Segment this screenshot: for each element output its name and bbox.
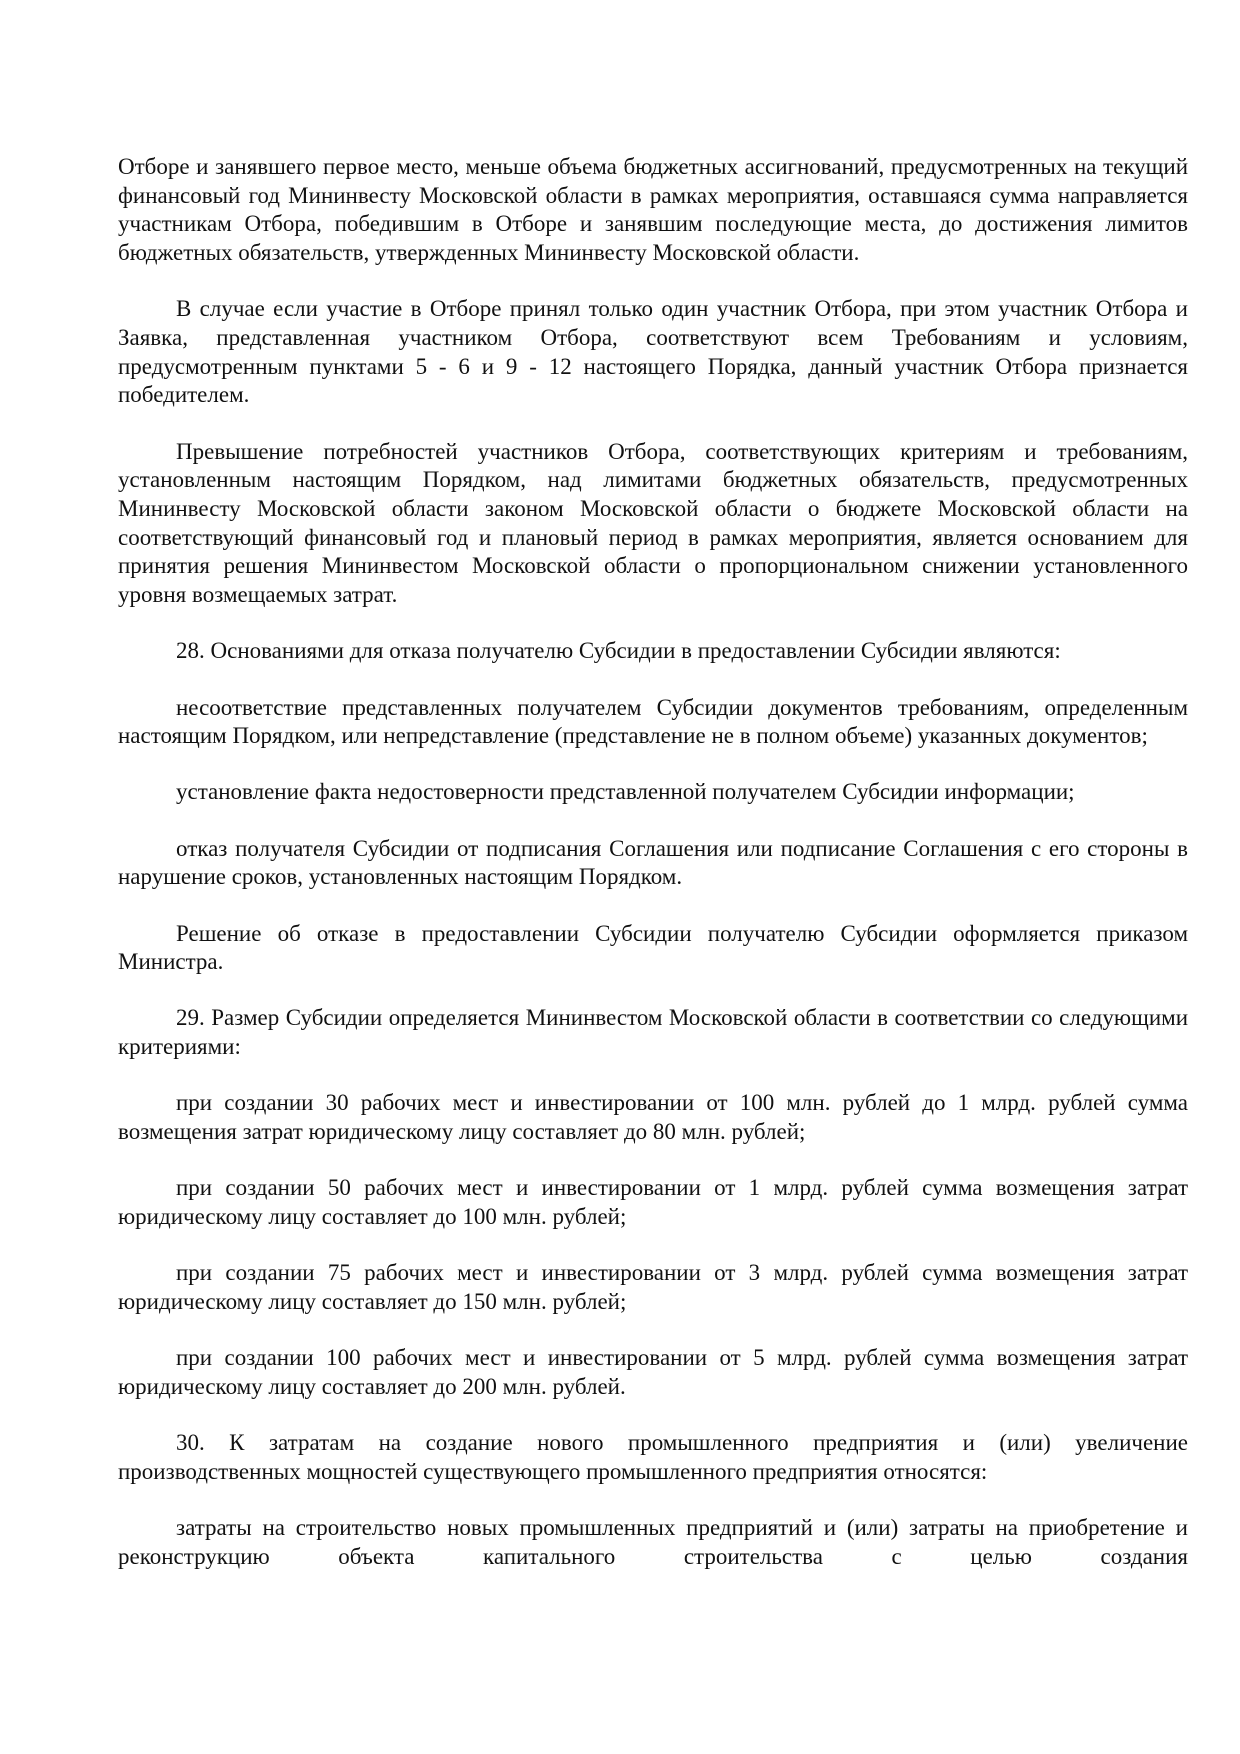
paragraph-29-item-2: при создании 50 рабочих мест и инвестировании от 1 млрд. рублей сумма возмещения затрат юридическому лицу составляет до 100 млн. рублей;: [118, 1175, 1188, 1229]
paragraph-excess-needs: Превышение потребностей участников Отбора, соответствующих критериям и требованиям, установленным настоящим Порядком, над лимитами бюджетных обязательств, предусмотренных Мининвесту Московской области законом Московской области о бюджете Московской области на соответствующий финансовый год и плановый период в рамках мероприятия, является основанием для принятия решения Мининвестом Московской области о пропорциональном снижении установленного уровня возмещаемых затрат.: [118, 438, 1188, 608]
paragraph-30-heading: 30. К затратам на создание нового промышленного предприятия и (или) увеличение производственных мощностей существующего промышленного предприятия относятся:: [118, 1430, 1188, 1484]
document-page: [118, 153, 1188, 1599]
paragraph-30-item-1: затраты на строительство новых промышленных предприятий и (или) затраты на приобретение и реконструкцию объекта капитального строительства с целью создания: [118, 1514, 1188, 1569]
paragraph-28-item-2: установление факта недостоверности представленной получателем Субсидии информации;: [176, 779, 1075, 805]
paragraph-refusal-decision: Решение об отказе в предоставлении Субсидии получателю Субсидии оформляется приказом Министра.: [118, 920, 1188, 975]
paragraph-28-heading: 28. Основаниями для отказа получателю Субсидии в предоставлении Субсидии являются:: [176, 638, 1061, 664]
paragraph-single-participant: В случае если участие в Отборе принял только один участник Отбора, при этом участник Отбора и Заявка, представленная участником Отбора, соответствуют всем Требованиям и условиям, предусмотренным пунктами 5 - 6 и 9 - 12 настоящего Порядка, данный участник Отбора признается победителем.: [118, 296, 1188, 408]
paragraph-29-item-1: при создании 30 рабочих мест и инвестировании от 100 млн. рублей до 1 млрд. рублей сумма возмещения затрат юридическому лицу составляет до 80 млн. рублей;: [118, 1090, 1188, 1145]
paragraph-29-item-3: при создании 75 рабочих мест и инвестировании от 3 млрд. рублей сумма возмещения затрат юридическому лицу составляет до 150 млн. рублей;: [118, 1260, 1188, 1314]
paragraph-28-item-3: отказ получателя Субсидии от подписания Соглашения или подписание Соглашения с его стороны в нарушение сроков, установленных настоящим Порядком.: [118, 835, 1188, 890]
paragraph-29-item-4: при создании 100 рабочих мест и инвестировании от 5 млрд. рублей сумма возмещения затрат юридическому лицу составляет до 200 млн. рублей.: [118, 1345, 1188, 1399]
paragraph-29-heading: 29. Размер Субсидии определяется Мининвестом Московской области в соответствии со следующими критериями:: [118, 1005, 1188, 1060]
paragraph-continuation: Отборе и занявшего первое место, меньше объема бюджетных ассигнований, предусмотренных на текущий финансовый год Мининвесту Московской области в рамках мероприятия, оставшаяся сумма направляется участникам Отбора, победившим в Отборе и занявшим последующие места, до достижения лимитов бюджетных обязательств, утвержденных Мининвесту Московской области.: [118, 154, 1188, 266]
paragraph-28-item-1: несоответствие представленных получателем Субсидии документов требованиям, определенным настоящим Порядком, или непредставление (представление не в полном объеме) указанных документов;: [118, 694, 1188, 749]
